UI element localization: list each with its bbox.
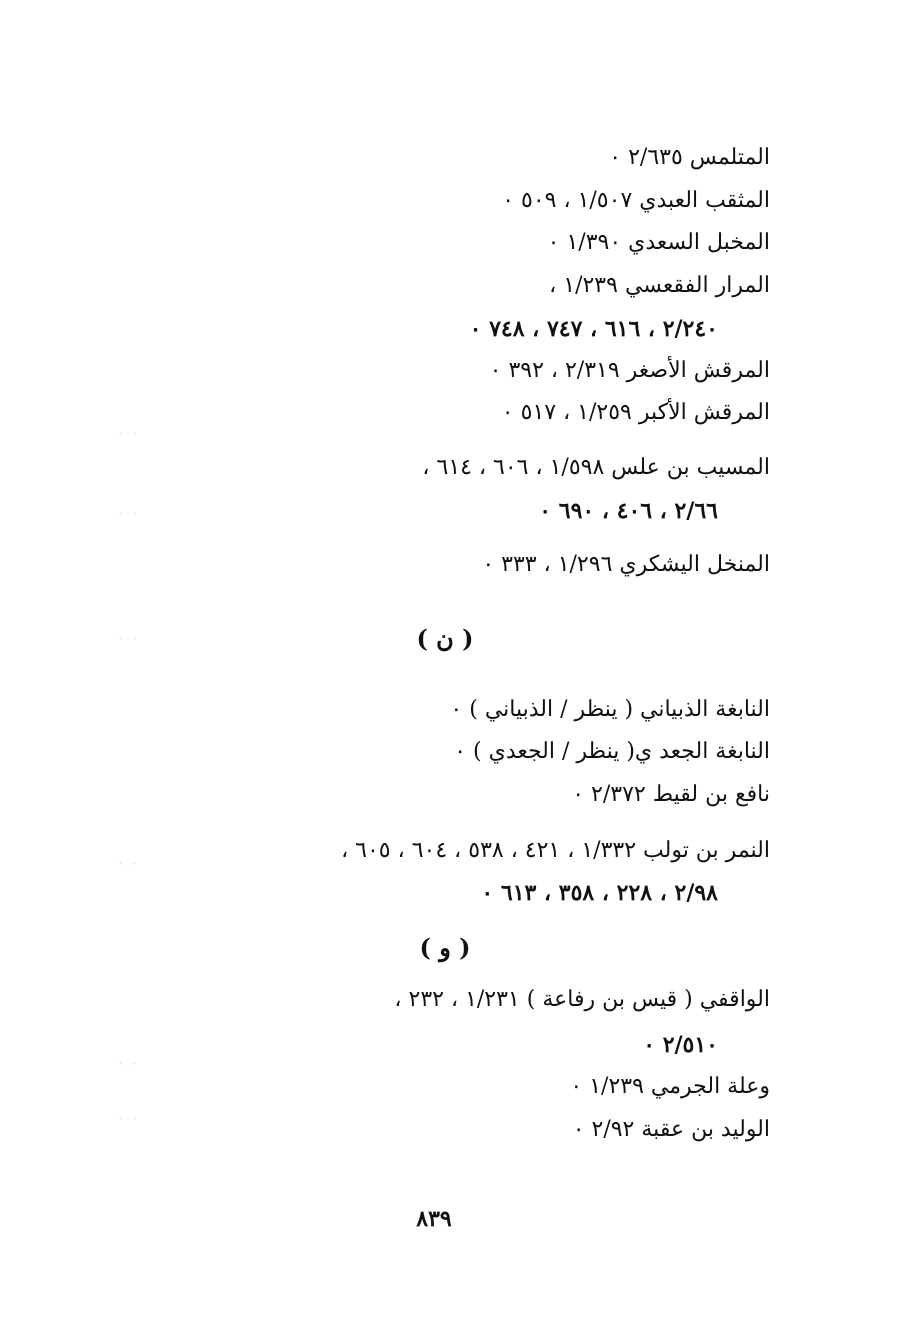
bleed-through-mark: · · (118, 629, 140, 648)
page-number: ٨٣٩ (416, 1206, 452, 1232)
section-heading-nun: ( ن ) (416, 624, 474, 653)
bleed-through-mark: · · (118, 854, 140, 873)
index-entry-continuation: ٢/٩٨ ، ٢٢٨ ، ٣٥٨ ، ٦١٣ ٠ (481, 880, 718, 906)
section-heading-waw: ( و ) (419, 933, 471, 962)
index-entry-continuation: ٢/٢٤٠ ، ٦١٦ ، ٧٤٧ ، ٧٤٨ ٠ (469, 316, 718, 342)
index-entry: وعلة الجرمي ١/٢٣٩ ٠ (570, 1074, 770, 1099)
index-entry: النابغة الذبياني ( ينظر / الذبياني ) ٠ (450, 697, 770, 722)
index-entry: المخبل السعدي ١/٣٩٠ ٠ (547, 230, 770, 255)
index-entry-continuation: ٢/٦٦ ، ٤٠٦ ، ٦٩٠ ٠ (539, 498, 718, 524)
index-entry: المسيب بن علس ١/٥٩٨ ، ٦٠٦ ، ٦١٤ ، (422, 455, 770, 480)
bleed-through-mark: · · (118, 1109, 140, 1128)
index-entry: نافع بن لقيط ٢/٣٧٢ ٠ (572, 782, 770, 807)
index-entry: الواقفي ( قيس بن رفاعة ) ١/٢٣١ ، ٢٣٢ ، (394, 987, 770, 1012)
index-entry: الوليد بن عقبة ٢/٩٢ ٠ (572, 1117, 770, 1142)
index-entry: المنخل اليشكري ١/٢٩٦ ، ٣٣٣ ٠ (482, 552, 770, 577)
index-entry: المتلمس ٢/٦٣٥ ٠ (609, 145, 770, 170)
bleed-through-mark: · · (118, 1054, 140, 1073)
index-entry: النابغة الجعد ي( ينظر / الجعدي ) ٠ (454, 739, 770, 764)
index-entry: المرقش الأكبر ١/٢٥٩ ، ٥١٧ ٠ (501, 400, 770, 425)
index-entry: النمر بن تولب ١/٣٣٢ ، ٤٢١ ، ٥٣٨ ، ٦٠٤ ، ٦٠٥ ، (341, 838, 770, 863)
bleed-through-mark: · · (118, 424, 140, 443)
index-entry-continuation: ٢/٥١٠ ٠ (643, 1032, 718, 1058)
index-entry: المرار الفقعسي ١/٢٣٩ ، (549, 273, 770, 298)
index-entry: المرقش الأصغر ٢/٣١٩ ، ٣٩٢ ٠ (489, 358, 770, 383)
bleed-through-mark: · · (118, 504, 140, 523)
index-entry: المثقب العبدي ١/٥٠٧ ، ٥٠٩ ٠ (502, 188, 770, 213)
